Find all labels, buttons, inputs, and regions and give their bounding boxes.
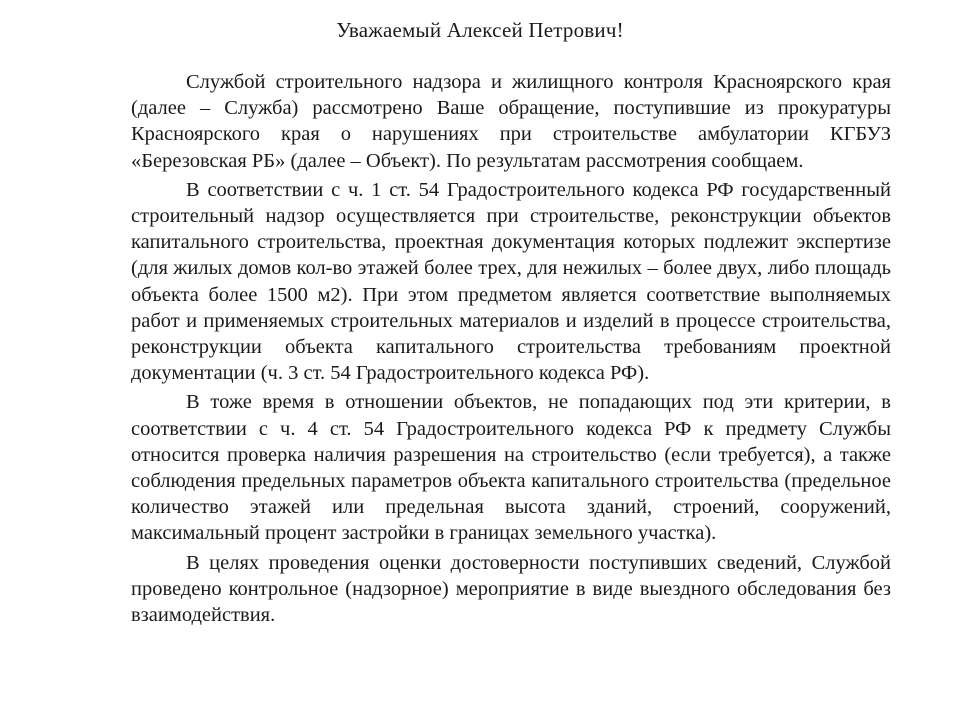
paragraph-state-supervision: В соответствии с ч. 1 ст. 54 Градостроительного кодекса РФ государственный строительный надзор осуществляется при строительстве, реконструкции объектов капитального строительства, проектная документация которых подлежит экспертизе (для жилых домов кол-во этажей более трех, для нежилых – более двух, либо площадь объекта более 1500 м2). При этом предметом является соответствие выполняемых работ и применяемых строительных материалов и изделий в процессе строительства, реконструкции объекта капитального строительства требованиям проектной документации (ч. 3 ст. 54 Градостроительного кодекса РФ). xyxy=(131,178,891,385)
letter-body xyxy=(131,69,891,628)
salutation: Уважаемый Алексей Петрович! xyxy=(336,18,624,42)
paragraph-inspection: В целях проведения оценки достоверности поступивших сведений, Службой проведено контрольное (надзорное) мероприятие в виде выездного обследования без взаимодействия. xyxy=(131,551,891,627)
paragraph-review-notice: Службой строительного надзора и жилищного контроля Красноярского края (далее – Служба) рассмотрено Ваше обращение, поступившие из прокуратуры Красноярского края о нарушениях при строительстве амбулатории КГБУЗ «Березовская РБ» (далее – Объект). По результатам рассмотрения сообщаем. xyxy=(131,71,891,172)
paragraph-other-objects: В тоже время в отношении объектов, не попадающих под эти критерии, в соответствии с ч. 4 ст. 54 Градостроительного кодекса РФ к предмету Службы относится проверка наличия разрешения на строительство (если требуется), а также соблюдения предельных параметров объекта капитального строительства (предельное количество этажей или предельная высота зданий, строений, сооружений, максимальный процент застройки в границах земельного участка). xyxy=(131,391,891,545)
